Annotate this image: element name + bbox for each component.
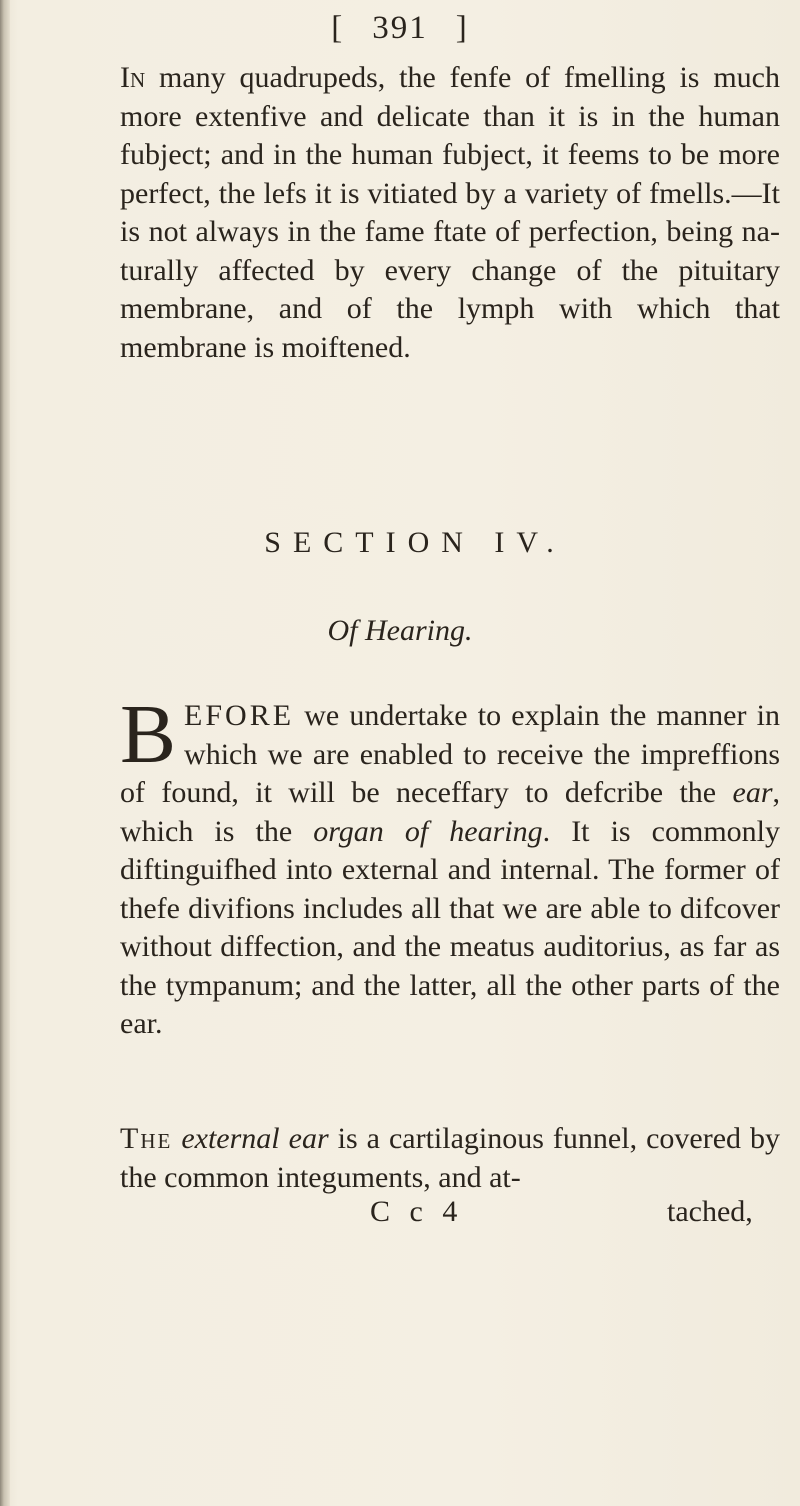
paragraph-body-1: we undertake to explain the manner in which we are enabled to receive the impreffions of found, it will be neceffary to defcribe the xyxy=(120,699,780,809)
paragraph-lead: The xyxy=(120,1122,173,1155)
paragraph-lead: EFORE xyxy=(184,699,295,732)
term-ear: ear xyxy=(732,776,773,809)
paragraph-body-2: , which is the xyxy=(120,776,780,848)
paragraph-body-1 xyxy=(172,1122,181,1155)
page-gutter xyxy=(0,0,10,1506)
catchword: tached, xyxy=(667,1195,753,1228)
paragraph-smelling xyxy=(120,59,780,367)
paragraph-body-2: is a cartilaginous funnel, covered by the common integuments, and at- xyxy=(120,1122,781,1194)
paragraph-body: many quadrupeds, the fenfe of fmelling is much more extenfive and delicate than it is in the human fubject; and in the human fubject, it feems to be more perfect, the lefs it is vitiated by a variety of fmells.—It is not always in the fame ftate of perfection, being naturally affected by every change of the pituitary membrane, and of the lymph with which that membrane is moiftened. xyxy=(120,61,780,364)
term-external-ear: external ear xyxy=(181,1122,329,1155)
paragraph-lead: In xyxy=(120,61,146,94)
paragraph-hearing xyxy=(120,688,780,1044)
paragraph-body-3: . It is commonly diftinguifhed into external and internal. The former of thefe divifions includes all that we are able to difcover without diffection, and the meatus auditorius, as far as the tympanum; and the latter, all the other parts of the ear. xyxy=(120,814,780,1040)
paragraph-external-ear xyxy=(120,1120,780,1197)
signature-mark: C c 4 xyxy=(370,1195,464,1228)
drop-cap: B xyxy=(120,688,177,781)
page-header xyxy=(0,10,800,47)
section-subtitle: Of Hearing. xyxy=(327,614,473,647)
header-bracket-open: [ xyxy=(331,10,345,46)
page-number: 391 xyxy=(372,10,428,46)
term-organ-of-hearing: organ of hearing xyxy=(313,814,543,848)
header-bracket-close: ] xyxy=(455,10,469,46)
section-heading: SECTION IV. xyxy=(264,526,566,559)
